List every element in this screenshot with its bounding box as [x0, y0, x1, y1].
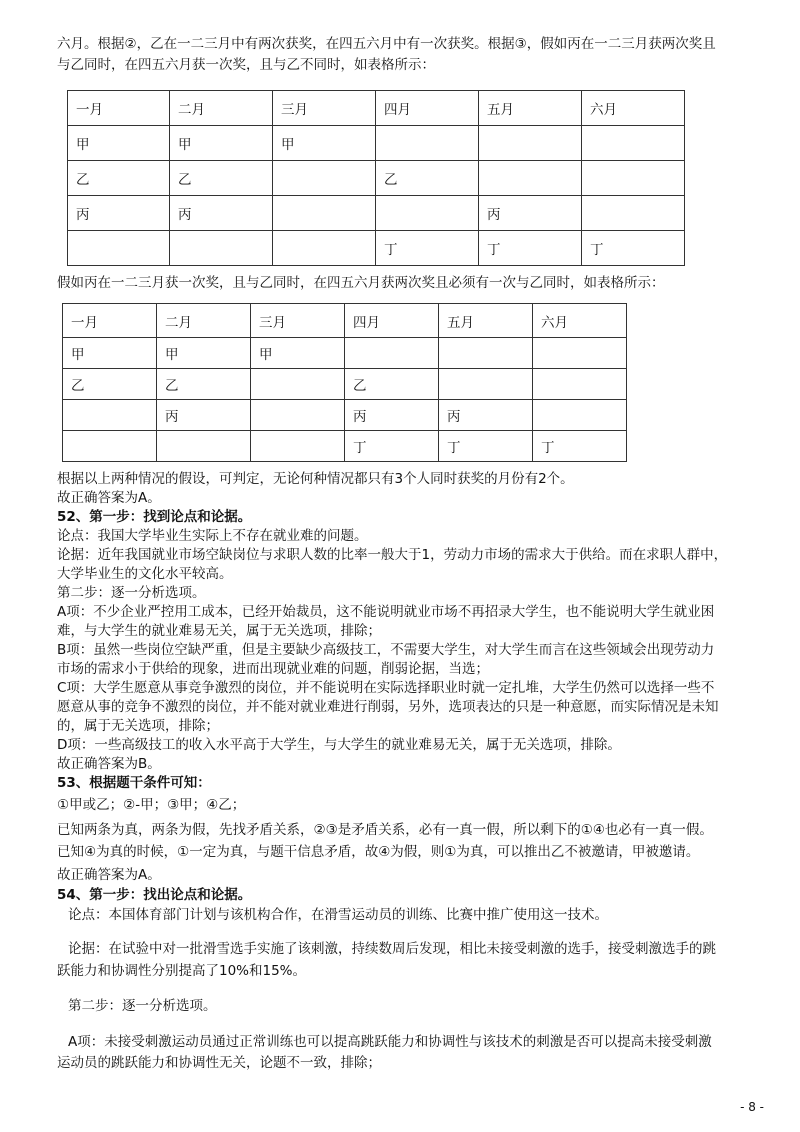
table-cell: [439, 338, 533, 369]
table-row: [68, 196, 685, 231]
table-header-cell: 三月: [251, 304, 345, 338]
table-cell: [63, 431, 157, 462]
text-line: 论据：在试验中对一批滑雪选手实施了该刺激，持续数周后发现，相比未接受刺激的选手，接受刺激选手的跳: [68, 941, 716, 957]
table-cell: 乙: [63, 369, 157, 400]
table-cell: [68, 231, 170, 266]
table-cell: [376, 126, 479, 161]
table-cell: 乙: [157, 369, 251, 400]
table-cell: 丙: [170, 196, 273, 231]
table-header-cell: 五月: [479, 91, 582, 126]
table-row: [63, 400, 627, 431]
table-header-cell: 四月: [376, 91, 479, 126]
table-cell: [533, 338, 627, 369]
text-line: 大学毕业生的文化水平较高。: [57, 566, 233, 582]
table-cell: [170, 231, 273, 266]
text-line: 根据以上两种情况的假设，可判定，无论何种情况都只有3个人同时获奖的月份有2个。: [57, 471, 574, 487]
table-cell: 丙: [345, 400, 439, 431]
table-header-cell: 三月: [273, 91, 376, 126]
question-heading: 53、根据题干条件可知：: [57, 775, 211, 791]
table-row: [68, 231, 685, 266]
table-cell: 甲: [68, 126, 170, 161]
table-cell: 丁: [582, 231, 685, 266]
table-cell: [376, 196, 479, 231]
text-line: B项：虽然一些岗位空缺严重，但是主要缺少高级技工，不需要大学生，对大学生而言在这些领域会出现劳动力: [57, 642, 715, 658]
table-cell: 甲: [251, 338, 345, 369]
table-cell: [345, 338, 439, 369]
table-header-cell: 二月: [170, 91, 273, 126]
table-cell: [479, 161, 582, 196]
table-cell: [533, 400, 627, 431]
mid-line: 假如丙在一二三月获一次奖，且与乙同时，在四五六月获两次奖且必须有一次与乙同时，如表格所示：: [57, 275, 665, 291]
table-cell: 丙: [479, 196, 582, 231]
table-cell: 甲: [273, 126, 376, 161]
table-cell: 丁: [533, 431, 627, 462]
table-row: [68, 126, 685, 161]
table-cell: [439, 369, 533, 400]
table-cell: 甲: [170, 126, 273, 161]
table-cell: 丁: [479, 231, 582, 266]
text-line: 的，属于无关选项，排除；: [57, 718, 219, 734]
table-cell: 乙: [68, 161, 170, 196]
table-cell: 甲: [63, 338, 157, 369]
intro-line-1: 六月。根据②，乙在一二三月中有两次获奖，在四五六月中有一次获奖。根据③，假如丙在一二三月获两次奖且: [57, 36, 716, 52]
table-header-row: [68, 91, 685, 126]
table-cell: 丁: [345, 431, 439, 462]
text-line: 市场的需求小于供给的现象，进而出现就业难的问题，削弱论据，当选；: [57, 661, 489, 677]
table-cell: 乙: [376, 161, 479, 196]
table-header-cell: 五月: [439, 304, 533, 338]
text-line: ①甲或乙；②-甲；③甲；④乙；: [57, 797, 246, 813]
table-row: [63, 338, 627, 369]
table-header-cell: 四月: [345, 304, 439, 338]
text-line: 第二步：逐一分析选项。: [68, 998, 217, 1014]
text-line: A项：未接受刺激运动员通过正常训练也可以提高跳跃能力和协调性与该技术的刺激是否可以提高未接受刺激: [68, 1034, 712, 1050]
text-line: 愿意从事的竞争不激烈的岗位，并不能对就业难进行削弱，另外，选项表达的只是一种意愿，而实际情况是未知: [57, 699, 719, 715]
table-cell: [251, 431, 345, 462]
table-cell: 丙: [68, 196, 170, 231]
text-line: 故正确答案为A。: [57, 490, 161, 506]
table-cell: [251, 369, 345, 400]
table-cell: 丁: [439, 431, 533, 462]
table-row: [63, 369, 627, 400]
table-cell: [273, 161, 376, 196]
table-cell: [273, 231, 376, 266]
table-header-row: [63, 304, 627, 338]
question-heading: 52、第一步：找到论点和论据。: [57, 509, 252, 525]
text-line: 已知④为真的时候，①一定为真，与题干信息矛盾，故④为假，则①为真，可以推出乙不被邀请，甲被邀请。: [57, 844, 700, 860]
table-cell: [479, 126, 582, 161]
table-cell: [157, 431, 251, 462]
text-line: 故正确答案为A。: [57, 867, 161, 883]
text-line: 跃能力和协调性分别提高了10%和15%。: [57, 963, 307, 979]
question-heading: 54、第一步：找出论点和论据。: [57, 887, 252, 903]
text-line: 已知两条为真，两条为假，先找矛盾关系，②③是矛盾关系，必有一真一假，所以剩下的①④也必有一真一假。: [57, 822, 713, 838]
table-header-cell: 一月: [68, 91, 170, 126]
award-table-2: [62, 303, 627, 462]
table-cell: 丙: [157, 400, 251, 431]
text-line: 运动员的跳跃能力和协调性无关，论题不一致，排除；: [57, 1055, 381, 1071]
intro-line-2: 与乙同时，在四五六月获一次奖，且与乙不同时，如表格所示：: [57, 57, 435, 73]
text-line: D项：一些高级技工的收入水平高于大学生，与大学生的就业难易无关，属于无关选项，排除。: [57, 737, 621, 753]
table-cell: [582, 161, 685, 196]
text-line: 难，与大学生的就业难易无关，属于无关选项，排除；: [57, 623, 381, 639]
table-cell: [582, 196, 685, 231]
text-line: 论点：我国大学毕业生实际上不存在就业难的问题。: [57, 528, 368, 544]
text-line: 论点：本国体育部门计划与该机构合作，在滑雪运动员的训练、比赛中推广使用这一技术。: [68, 907, 608, 923]
table-cell: 丙: [439, 400, 533, 431]
text-line: A项：不少企业严控用工成本，已经开始裁员，这不能说明就业市场不再招录大学生，也不能说明大学生就业困: [57, 604, 715, 620]
table-cell: [582, 126, 685, 161]
text-line: 论据：近年我国就业市场空缺岗位与求职人数的比率一般大于1，劳动力市场的需求大于供给。而在求职人群中，: [57, 547, 728, 563]
text-line: C项：大学生愿意从事竞争激烈的岗位，并不能说明在实际选择职业时就一定扎堆，大学生仍然可以选择一些不: [57, 680, 715, 696]
table-row: [68, 161, 685, 196]
table-cell: [63, 400, 157, 431]
table-header-cell: 二月: [157, 304, 251, 338]
table-cell: 丁: [376, 231, 479, 266]
award-table-1: [67, 90, 685, 266]
table-cell: 甲: [157, 338, 251, 369]
table-header-cell: 六月: [533, 304, 627, 338]
text-line: 故正确答案为B。: [57, 756, 161, 772]
table-cell: [533, 369, 627, 400]
table-cell: 乙: [170, 161, 273, 196]
table-header-cell: 六月: [582, 91, 685, 126]
table-cell: [273, 196, 376, 231]
page-number: - 8 -: [740, 1100, 764, 1114]
table-cell: [251, 400, 345, 431]
table-row: [63, 431, 627, 462]
text-line: 第二步：逐一分析选项。: [57, 585, 206, 601]
table-cell: 乙: [345, 369, 439, 400]
table-header-cell: 一月: [63, 304, 157, 338]
